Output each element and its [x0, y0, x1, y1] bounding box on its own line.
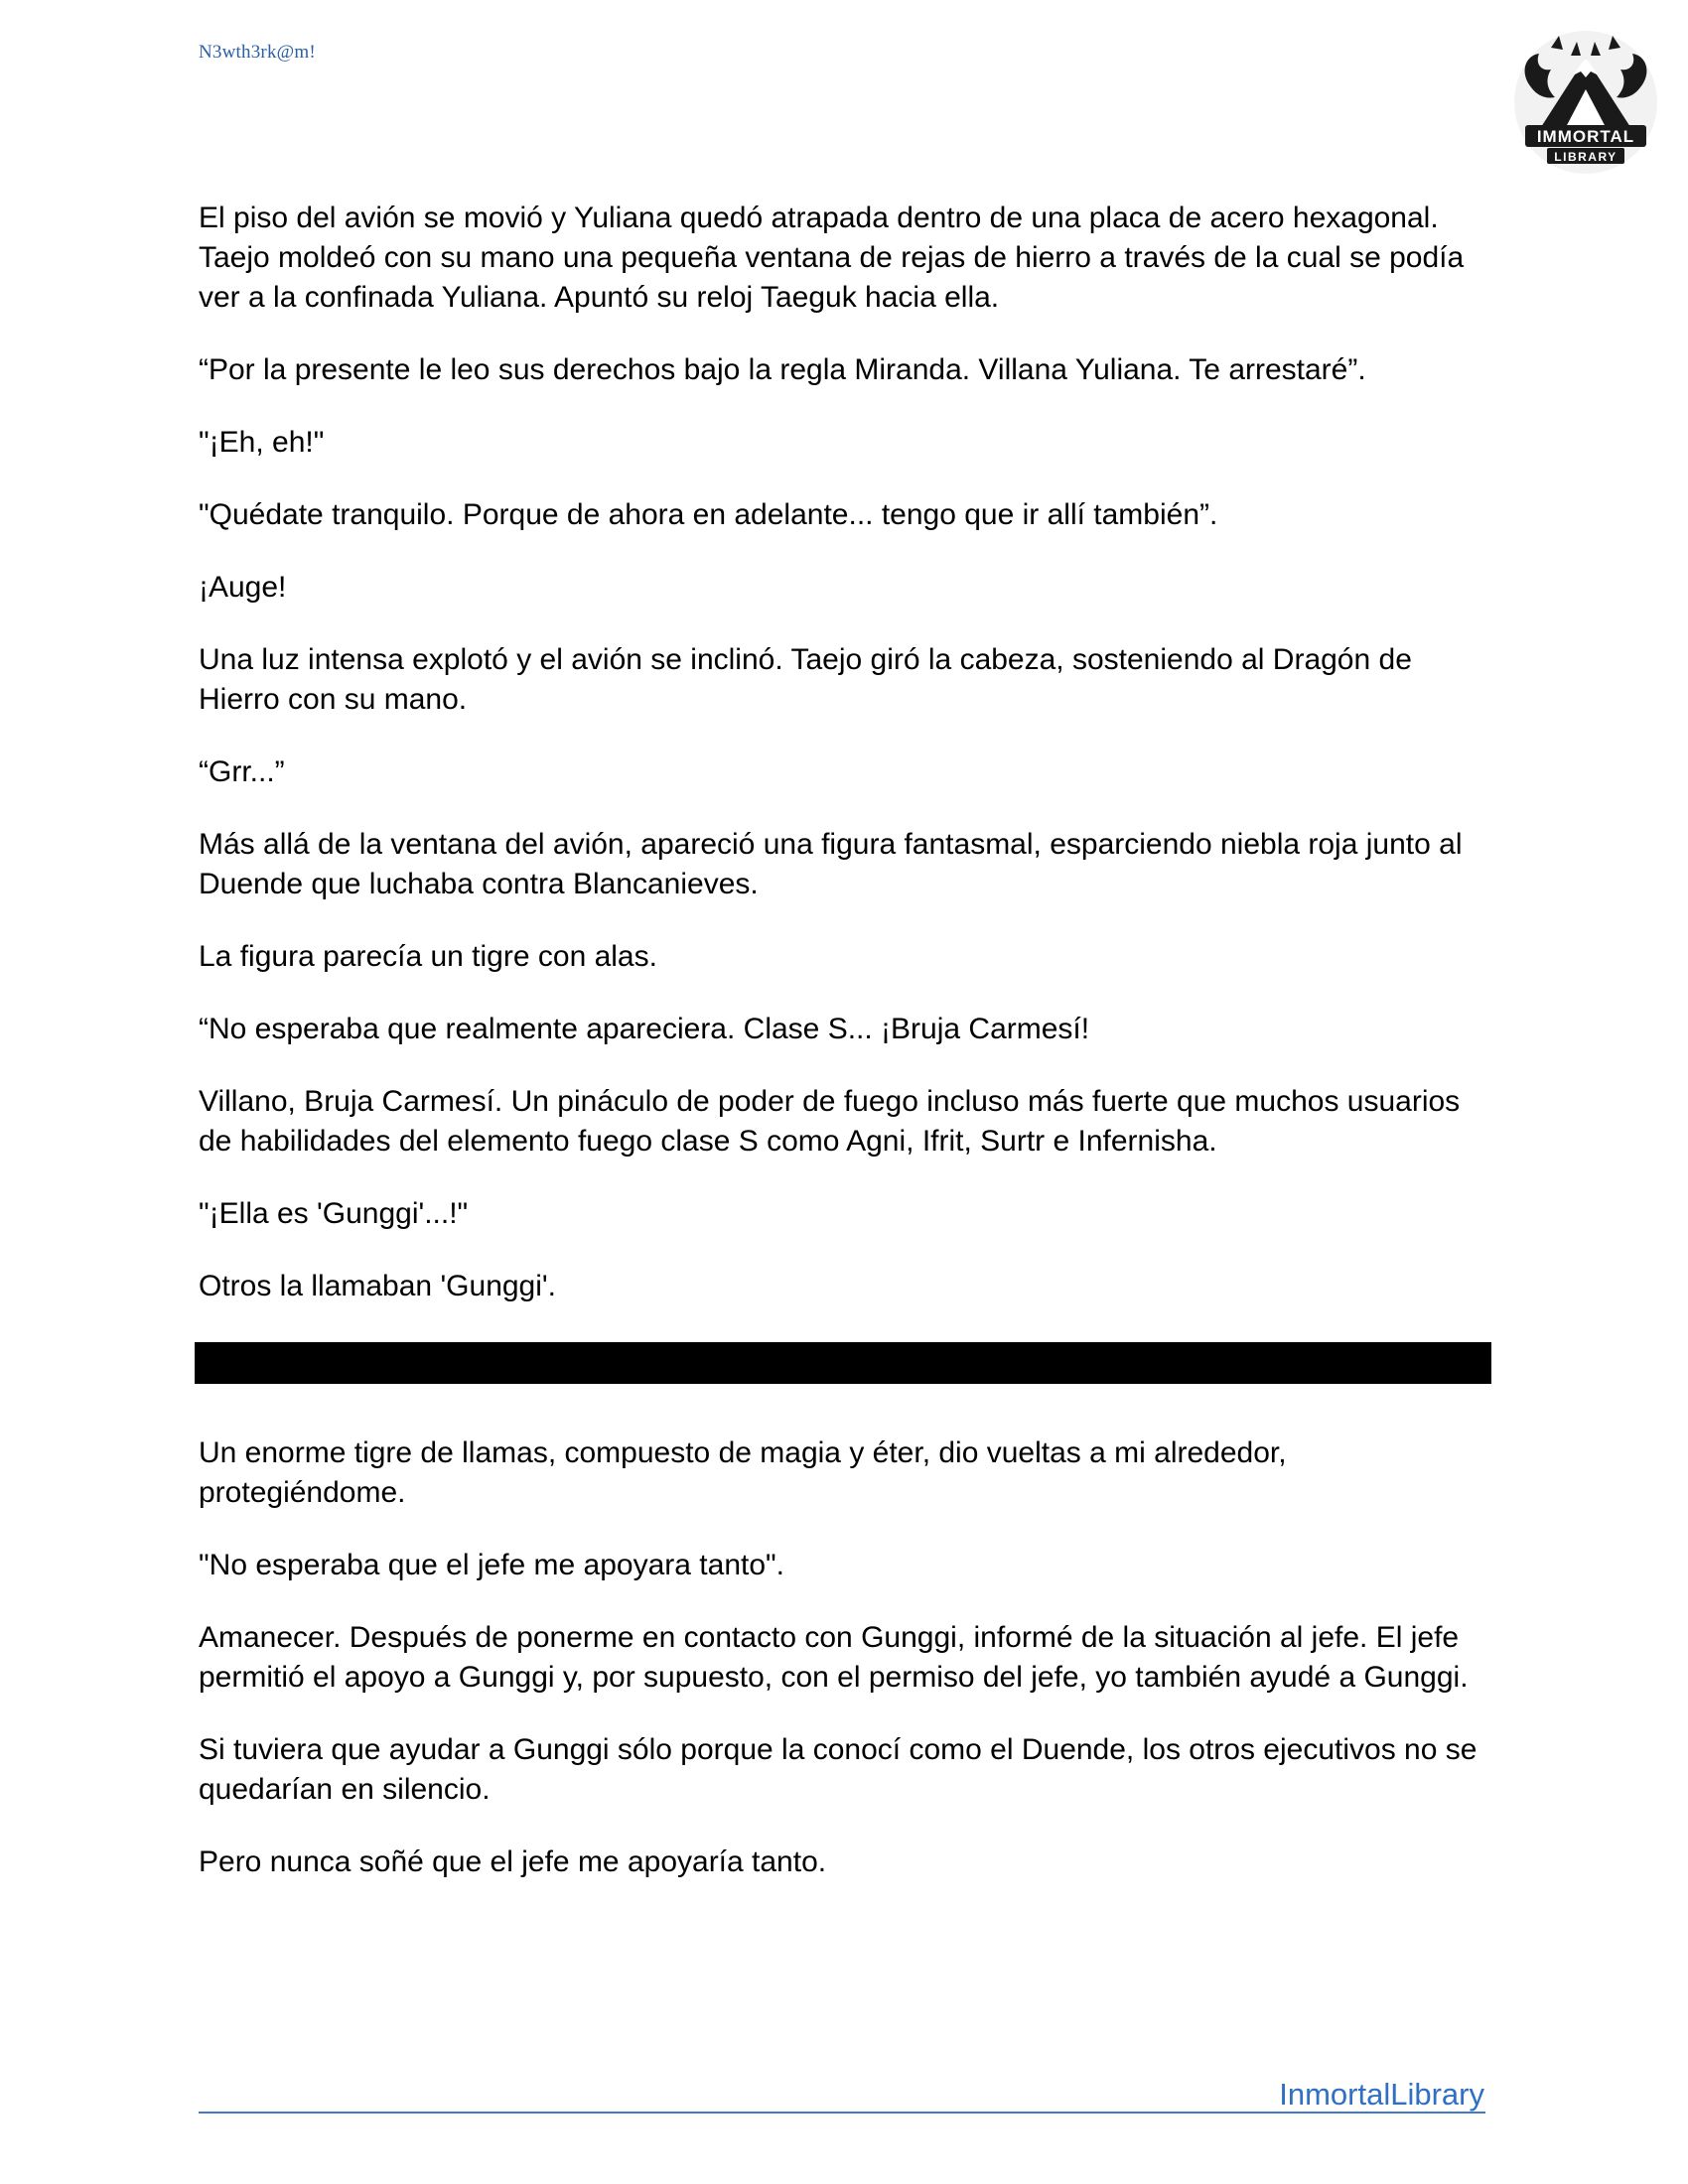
section-separator-bar [195, 1342, 1491, 1384]
paragraph: Otros la llamaban 'Gunggi'. [199, 1270, 556, 1302]
paragraph: Una luz intensa explotó y el avión se inclinó. Taejo giró la cabeza, sosteniendo al Dragón de Hierro con su mano. [199, 643, 1412, 716]
paragraph: "Quédate tranquilo. Porque de ahora en adelante... tengo que ir allí también”. [199, 498, 1218, 531]
paragraph: Villano, Bruja Carmesí. Un pináculo de poder de fuego incluso más fuerte que muchos usuarios de habilidades del elemento fuego clase S como Agni, Ifrit, Surtr e Infernisha. [199, 1085, 1461, 1158]
paragraph: Un enorme tigre de llamas, compuesto de magia y éter, dio vueltas a mi alrededor, protegiéndome. [199, 1436, 1287, 1509]
immortal-library-logo [1511, 28, 1660, 177]
paragraph: “Por la presente le leo sus derechos bajo la regla Miranda. Villana Yuliana. Te arrestaré”. [199, 353, 1366, 386]
paragraph: “Grr...” [199, 755, 285, 788]
paragraph: ¡Auge! [199, 571, 287, 604]
paragraph: Más allá de la ventana del avión, apareció una figura fantasmal, esparciendo niebla roja junto al Duende que luchaba contra Blancanieves. [199, 828, 1463, 900]
document-body [199, 199, 1499, 1915]
footer-site-link[interactable]: InmortalLibrary [1279, 2077, 1484, 2112]
paragraph: Si tuviera que ayudar a Gunggi sólo porque la conocí como el Duende, los otros ejecutivos no se quedarían en silencio. [199, 1733, 1477, 1806]
paragraph: La figura parecía un tigre con alas. [199, 940, 657, 973]
paragraph: El piso del avión se movió y Yuliana quedó atrapada dentro de una placa de acero hexagonal. Taejo moldeó con su mano una pequeña ventana de rejas de hierro a través de la cual se podía ver a la confinada Yuliana. Apuntó su reloj Taeguk hacia ella. [199, 202, 1465, 314]
logo-bottom-text: LIBRARY [1554, 150, 1618, 164]
header-tag: N3wth3rk@m! [199, 42, 316, 63]
paragraph: Amanecer. Después de ponerme en contacto con Gunggi, informé de la situación al jefe. El jefe permitió el apoyo a Gunggi y, por supuesto, con el permiso del jefe, yo también ayudé a Gunggi. [199, 1621, 1469, 1694]
paragraph: "No esperaba que el jefe me apoyara tanto". [199, 1549, 785, 1581]
paragraph: Pero nunca soñé que el jefe me apoyaría tanto. [199, 1845, 827, 1878]
logo-top-text: IMMORTAL [1536, 127, 1635, 146]
paragraph: “No esperaba que realmente apareciera. Clase S... ¡Bruja Carmesí! [199, 1013, 1090, 1045]
paragraph: "¡Eh, eh!" [199, 426, 325, 459]
paragraph: "¡Ella es 'Gunggi'...!" [199, 1197, 469, 1230]
